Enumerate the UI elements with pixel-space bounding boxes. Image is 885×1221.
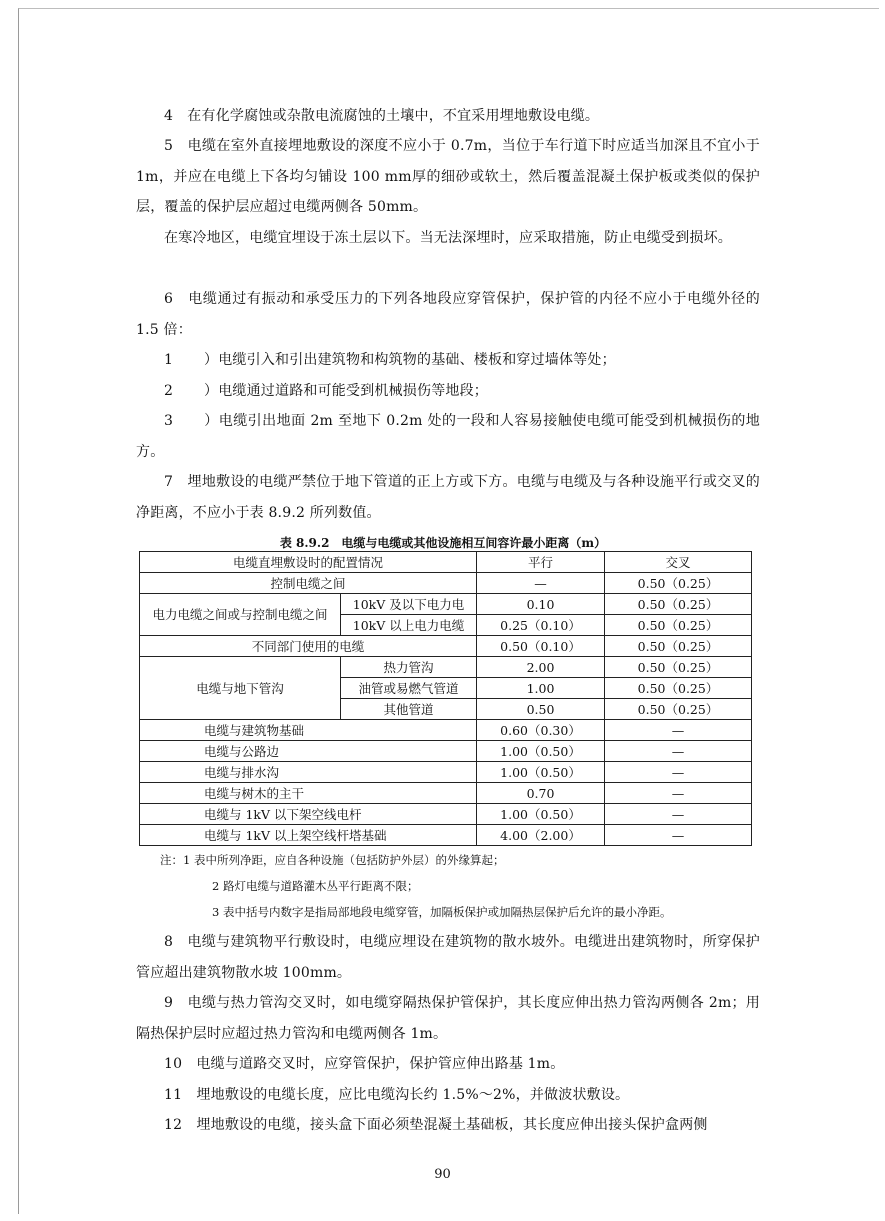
paragraph-7: 7 埋地敷设的电缆严禁位于地下管道的正上方或下方。电缆与电缆及与各种设施平行或交叉的净距离，不应小于表 8.9.2 所列数值。 <box>136 474 760 521</box>
cell-cross: — <box>605 741 752 762</box>
cell-parallel: 0.50 <box>477 699 605 720</box>
header-cross: 交叉 <box>605 552 752 573</box>
cell-parallel: 0.70 <box>477 783 605 804</box>
row-sub-label: 其他管道 <box>341 699 477 720</box>
row-group-label: 电力电缆之间或与控制电缆之间 <box>140 594 341 636</box>
header-config: 电缆直埋敷设时的配置情况 <box>140 552 477 573</box>
table-row <box>140 594 752 615</box>
cell-parallel: 2.00 <box>477 657 605 678</box>
paragraph-12: 12 埋地敷设的电缆，接头盒下面必须垫混凝土基础板，其长度应伸出接头保护盒两侧 <box>164 1117 708 1133</box>
table-header-row <box>140 552 752 573</box>
table-row <box>140 783 752 804</box>
table-title: 表 8.9.2 电缆与电缆或其他设施相互间容许最小距离（m） <box>279 536 607 550</box>
row-label: 电缆与 1kV 以下架空线电杆 <box>140 804 477 825</box>
table-row <box>140 573 752 594</box>
cell-cross: 0.50（0.25） <box>605 615 752 636</box>
row-label: 不同部门使用的电缆 <box>140 636 477 657</box>
table-row <box>140 804 752 825</box>
cell-parallel: 0.10 <box>477 594 605 615</box>
table-note-2: 2 路灯电缆与道路灌木丛平行距离不限； <box>212 879 419 893</box>
row-sub-label: 油管或易燃气管道 <box>341 678 477 699</box>
paragraph-10: 10 电缆与道路交叉时，应穿管保护，保护管应伸出路基 1m。 <box>164 1056 565 1072</box>
table-row <box>140 825 752 846</box>
row-sub-label: 热力管沟 <box>341 657 477 678</box>
table-row <box>140 741 752 762</box>
table-note-3: 3 表中括号内数字是指局部地段电缆穿管，加隔板保护或加隔热层保护后允许的最小净距。 <box>212 905 672 919</box>
table-row <box>140 636 752 657</box>
cell-cross: 0.50（0.25） <box>605 699 752 720</box>
cell-cross: 0.50（0.25） <box>605 678 752 699</box>
cell-cross: 0.50（0.25） <box>605 636 752 657</box>
row-label: 电缆与 1kV 以上架空线杆塔基础 <box>140 825 477 846</box>
cell-cross: 0.50（0.25） <box>605 573 752 594</box>
row-label: 控制电缆之间 <box>140 573 477 594</box>
cell-cross: — <box>605 825 752 846</box>
cell-parallel: 1.00 <box>477 678 605 699</box>
list-item-3 <box>136 406 760 467</box>
paragraph-11: 11 埋地敷设的电缆长度，应比电缆沟长约 1.5%～2%，并做波状敷设。 <box>164 1087 630 1103</box>
cell-cross: 0.50（0.25） <box>605 657 752 678</box>
paragraph-4: 4 在有化学腐蚀或杂散电流腐蚀的土壤中，不宜采用埋地敷设电缆。 <box>164 108 600 124</box>
cell-parallel: 1.00（0.50） <box>477 762 605 783</box>
paragraph-6: 6 电缆通过有振动和承受压力的下列各地段应穿管保护，保护管的内径不应小于电缆外径的 1.5 倍： <box>136 291 760 338</box>
list-item-text: ）电缆引入和引出建筑物和构筑物的基础、楼板和穿过墙体等处； <box>204 352 616 368</box>
row-group-label: 电缆与地下管沟 <box>140 657 341 720</box>
list-item-number: 1 <box>164 352 174 368</box>
list-item-number: 3 <box>164 413 174 429</box>
distance-table <box>139 551 752 846</box>
table-row <box>140 762 752 783</box>
cell-parallel: 1.00（0.50） <box>477 741 605 762</box>
row-sub-label: 10kV 以上电力电缆 <box>341 615 477 636</box>
table-row <box>140 720 752 741</box>
cell-cross: — <box>605 804 752 825</box>
paragraph-8: 8 电缆与建筑物平行敷设时，电缆应埋设在建筑物的散水坡外。电缆进出建筑物时，所穿保护管应超出建筑物散水坡 100mm。 <box>136 934 760 981</box>
table-row <box>140 657 752 678</box>
list-item-text: ）电缆引出地面 2m 至地下 0.2m 处的一段和人容易接触使电缆可能受到机械损伤的地方。 <box>136 413 760 460</box>
cell-parallel: 0.25（0.10） <box>477 615 605 636</box>
cell-parallel: 0.50（0.10） <box>477 636 605 657</box>
cell-parallel: — <box>477 573 605 594</box>
paragraph-5: 5 电缆在室外直接埋地敷设的深度不应小于 0.7m，当位于车行道下时应适当加深且不宜小于 1m，并应在电缆上下各均匀铺设 100 mm厚的细砂或软土，然后覆盖混凝土保护板或类似的保护层，覆盖的保护层应超过电缆两侧各 50mm。 <box>136 138 760 215</box>
row-label: 电缆与排水沟 <box>140 762 477 783</box>
cell-cross: — <box>605 762 752 783</box>
list-item-text: ）电缆通过道路和可能受到机械损伤等地段； <box>204 383 488 399</box>
cell-parallel: 0.60（0.30） <box>477 720 605 741</box>
list-item-1 <box>136 345 760 376</box>
row-label: 电缆与公路边 <box>140 741 477 762</box>
page-number: 90 <box>434 1167 451 1182</box>
paragraph-5-cold-region: 在寒冷地区，电缆宜埋设于冻土层以下。当无法深埋时，应采取措施，防止电缆受到损坏。 <box>164 230 732 246</box>
cell-cross: 0.50（0.25） <box>605 594 752 615</box>
row-sub-label: 10kV 及以下电力电 <box>341 594 477 615</box>
row-label: 电缆与树木的主干 <box>140 783 477 804</box>
list-item-2 <box>136 376 760 407</box>
row-label: 电缆与建筑物基础 <box>140 720 477 741</box>
cell-cross: — <box>605 720 752 741</box>
cell-parallel: 1.00（0.50） <box>477 804 605 825</box>
paragraph-9: 9 电缆与热力管沟交叉时，如电缆穿隔热保护管保护，其长度应伸出热力管沟两侧各 2m；用隔热保护层时应超过热力管沟和电缆两侧各 1m。 <box>136 995 760 1042</box>
list-item-number: 2 <box>164 383 174 399</box>
header-parallel: 平行 <box>477 552 605 573</box>
cell-cross: — <box>605 783 752 804</box>
table-note-1: 注：1 表中所列净距，应自各种设施（包括防护外层）的外缘算起； <box>160 853 505 867</box>
cell-parallel: 4.00（2.00） <box>477 825 605 846</box>
